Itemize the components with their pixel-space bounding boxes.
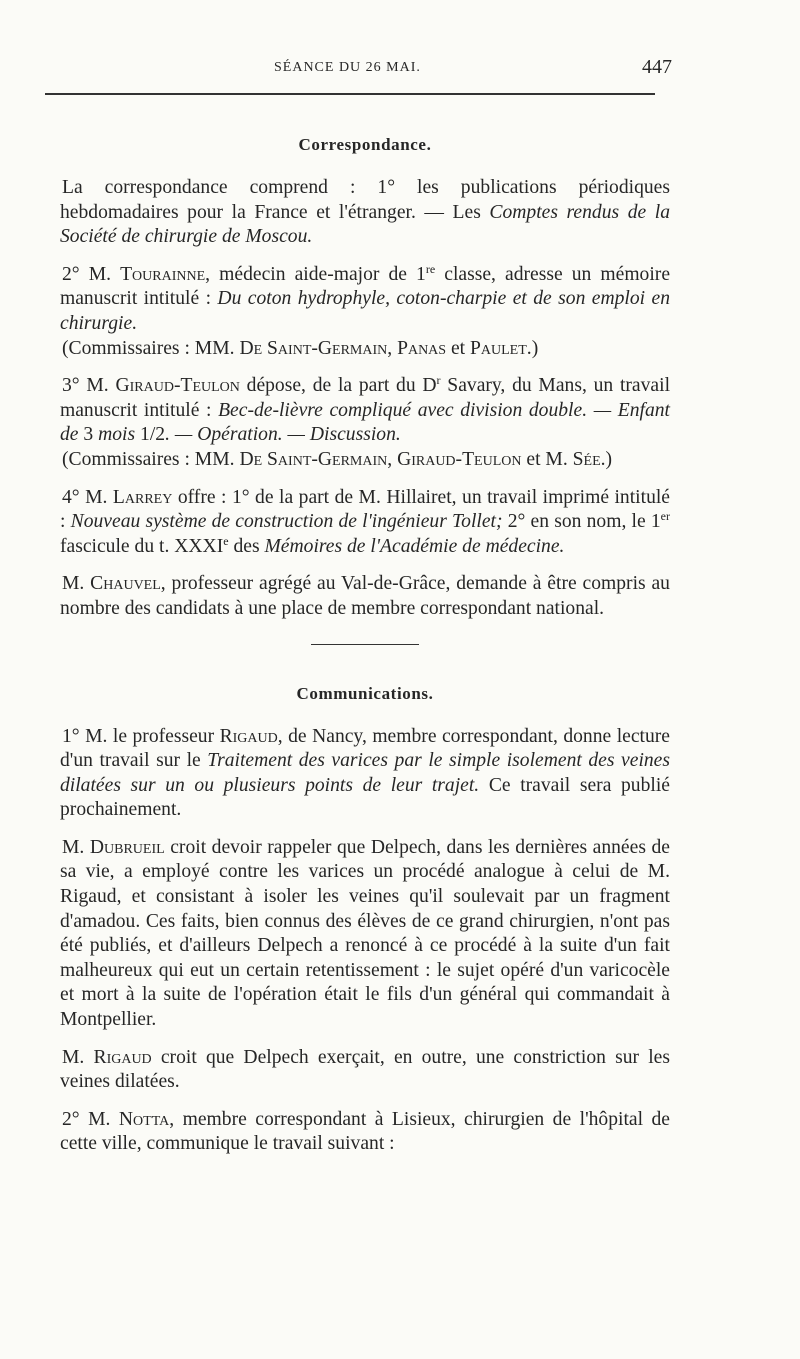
paragraph: 4° M. Larrey offre : 1° de la part de M. Hillairet, un travail imprimé intitulé : Nouveau système de construction de l'ingénieur Tollet; 2° en son nom, le 1er fascicule du t. XXXIe des Mémoires de l'Académie de médecine. — [60, 486, 671, 557]
header-rule — [45, 93, 655, 95]
section-title-communications: Communications. — [296, 683, 434, 703]
page-number: 447 — [642, 56, 672, 78]
page-content — [60, 132, 670, 1170]
paragraph: 3° M. Giraud-Teulon dépose, de la part du $D^r$ Savary, du Mans, un travail manuscrit intitulé : Bec-de-lièvre compliqué avec division double. — Enfant de 3 mois 1/2. — Opération. — Discussion. (Commissaires : MM. De Saint-Germain, Giraud-Teulon et M. Sée.) — [60, 374, 670, 472]
paragraph: La correspondance comprend : 1° les publications périodiques hebdomadaires pour la France et l'étranger. — Les Comptes rendus de la Société de chirurgie de Moscou. — [60, 177, 670, 248]
running-head: SÉANCE DU 26 MAI. — [274, 60, 421, 75]
paragraph: M. Dubrueil croit devoir rappeler que Delpech, dans les dernières années de sa vie, a employé contre les varices un procédé analogue à celui de M. Rigaud, et consistant à isoler les veines qu'il soulevait par un fragment d'amadou. Ces faits, bien connus des élèves de ce grand chirurgien, n'ont pas été publiés, et d'ailleurs Delpech a renoncé à ce procédé à la suite d'un fait malheureux qui eut un certain retentissement : le sujet opéré d'un varicocèle et mort à la suite de l'opération était le fils d'un général qui commandait à Montpellier. — [60, 836, 670, 1031]
paragraph: M. Chauvel, professeur agrégé au Val-de-Grâce, demande à être compris au nombre des candidats à une place de membre correspondant national. — [60, 573, 670, 619]
section-title-correspondance: Correspondance. — [298, 135, 432, 154]
section-divider — [311, 644, 419, 645]
paragraph: 2° M. Notta, membre correspondant à Lisieux, chirurgien de l'hôpital de cette ville, communique le travail suivant : — [60, 1108, 670, 1155]
commissaires-line: (Commissaires : MM. De Saint-Germain, Giraud-Teulon et M. Sée.) — [62, 448, 613, 470]
paragraph: 1° M. le professeur Rigaud, de Nancy, membre correspondant, donne lecture d'un travail sur le Traitement des varices par le simple isolement des veines dilatées sur un ou plusieurs points de leur trajet. Ce travail sera publié prochainement. — [60, 725, 670, 821]
page-header — [62, 58, 672, 88]
commissaires-line: (Commissaires : MM. De Saint-Germain, Panas et Paulet.) — [62, 337, 539, 359]
paragraph: M. Rigaud croit que Delpech exerçait, en outre, une constriction sur les veines dilatées. — [60, 1046, 670, 1093]
paragraph: 2° M. Tourainne, médecin aide-major de 1re classe, adresse un mémoire manuscrit intitulé : Du coton hydrophyle, coton-charpie et de son emploi en chirurgie. (Commissaires : MM. De Saint-Germain, Panas et Paulet.) — [60, 263, 670, 361]
